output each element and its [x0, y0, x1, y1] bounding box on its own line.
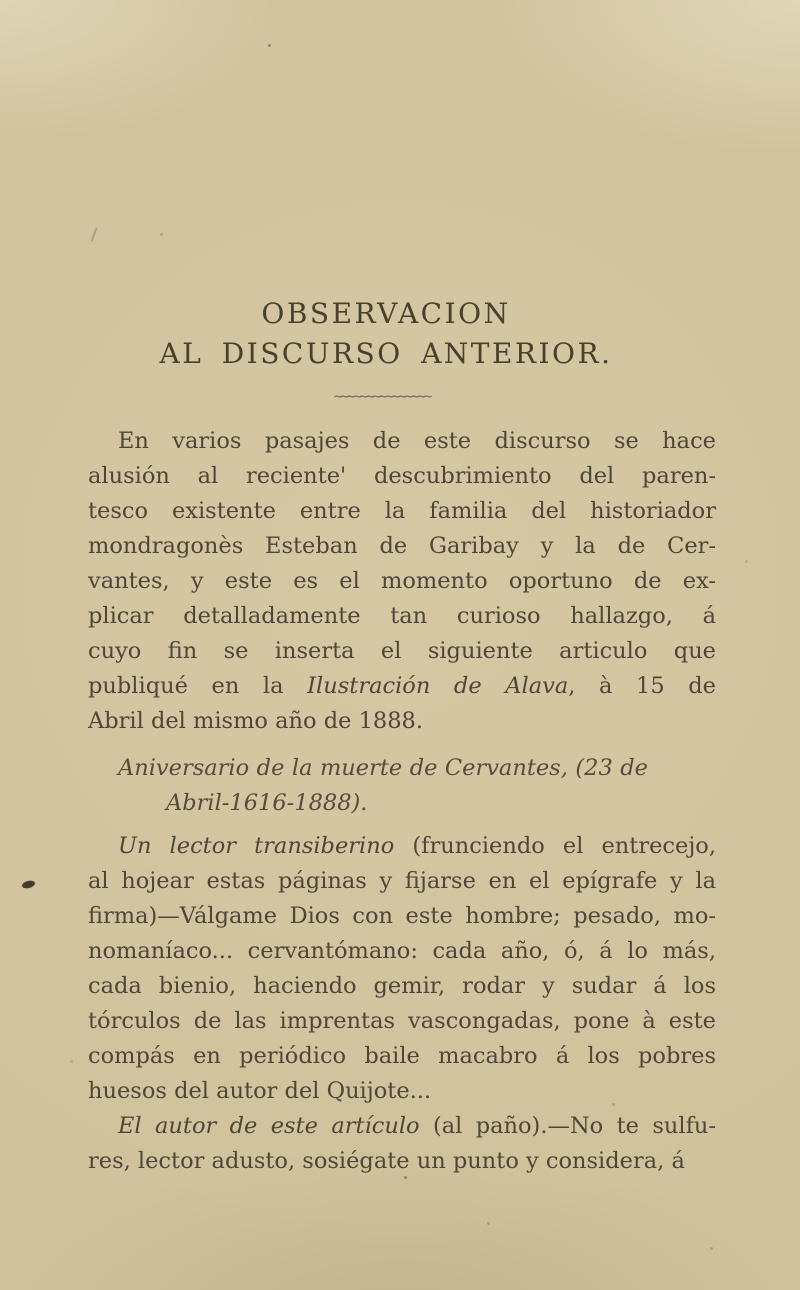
text-segment: al hojear estas páginas y fijarse en el epígrafe y la: [88, 868, 716, 894]
text-segment: plicar detalladamente tan curioso hallazgo, á: [88, 603, 716, 629]
text-line: [88, 1109, 716, 1144]
italic-text-segment: Ilustración de Alava: [307, 673, 569, 699]
text-block: [88, 424, 716, 1179]
italic-text-segment: Un lector transiberino: [118, 833, 395, 859]
text-segment: mondragonès Esteban de Garibay y la de Cer-: [88, 533, 716, 559]
page-title-line1: OBSERVACION: [261, 297, 511, 330]
text-line: [88, 669, 716, 704]
text-segment: compás en periódico baile macabro á los pobres: [88, 1043, 716, 1069]
italic-text-segment: Aniversario de la muerte de Cervantes, (23 de: [118, 755, 648, 781]
text-segment: res, lector adusto, sosiégate un punto y considera, á: [88, 1148, 685, 1174]
text-line: [88, 1004, 716, 1039]
text-line: [88, 424, 716, 459]
text-segment: tesco existente entre la familia del historiador: [88, 498, 716, 524]
text-line: [88, 459, 716, 494]
text-segment: (frunciendo el entrecejo,: [394, 833, 716, 859]
text-segment: nomaníaco... cervantómano: cada año, ó, á lo más,: [88, 938, 716, 964]
squiggle-divider: ~~~~~~~~~~~~~~~: [333, 389, 431, 405]
text-segment: huesos del autor del Quijote...: [88, 1078, 432, 1104]
paragraph-autor: [88, 1109, 716, 1179]
paragraph-heading: [88, 751, 648, 821]
text-line: [88, 704, 716, 739]
margin-ink-blot: [21, 880, 35, 890]
text-line: [88, 899, 716, 934]
text-segment: En varios pasajes de este discurso se hace: [118, 428, 716, 454]
text-line: [88, 751, 648, 786]
text-segment: alusión al reciente' descubrimiento del paren-: [88, 463, 716, 489]
text-line: [88, 969, 716, 1004]
text-segment: Abril del mismo año de 1888.: [88, 708, 424, 734]
text-segment: tórculos de las imprentas vascongadas, pone à este: [88, 1008, 716, 1034]
text-segment: publiqué en la: [88, 673, 308, 699]
paper-slash-mark: [90, 227, 97, 242]
text-segment: cada bienio, haciendo gemir, rodar y sudar á los: [88, 973, 716, 999]
text-line: [88, 1144, 716, 1179]
text-line: [88, 1039, 716, 1074]
paragraph-intro: [88, 424, 716, 739]
page-title-line2: AL DISCURSO ANTERIOR.: [159, 337, 613, 370]
text-line: [88, 634, 716, 669]
paragraph-lector: [88, 829, 716, 1109]
text-line: [88, 786, 648, 821]
italic-text-segment: Abril-1616-1888).: [166, 790, 368, 816]
text-line: [88, 529, 716, 564]
text-segment: (al paño).—No te sulfu-: [419, 1113, 716, 1139]
text-segment: cuyo fin se inserta el siguiente articulo que: [88, 638, 716, 664]
text-line: [88, 829, 716, 864]
text-line: [88, 1074, 716, 1109]
text-line: [88, 864, 716, 899]
text-segment: vantes, y este es el momento oportuno de ex-: [88, 568, 716, 594]
text-line: [88, 564, 716, 599]
text-line: [88, 934, 716, 969]
text-line: [88, 494, 716, 529]
text-line: [88, 599, 716, 634]
text-segment: , à 15 de: [568, 673, 716, 699]
page-title: [72, 294, 700, 374]
italic-text-segment: El autor de este artículo: [118, 1113, 420, 1139]
text-segment: firma)—Válgame Dios con este hombre; pesado, mo-: [88, 903, 716, 929]
